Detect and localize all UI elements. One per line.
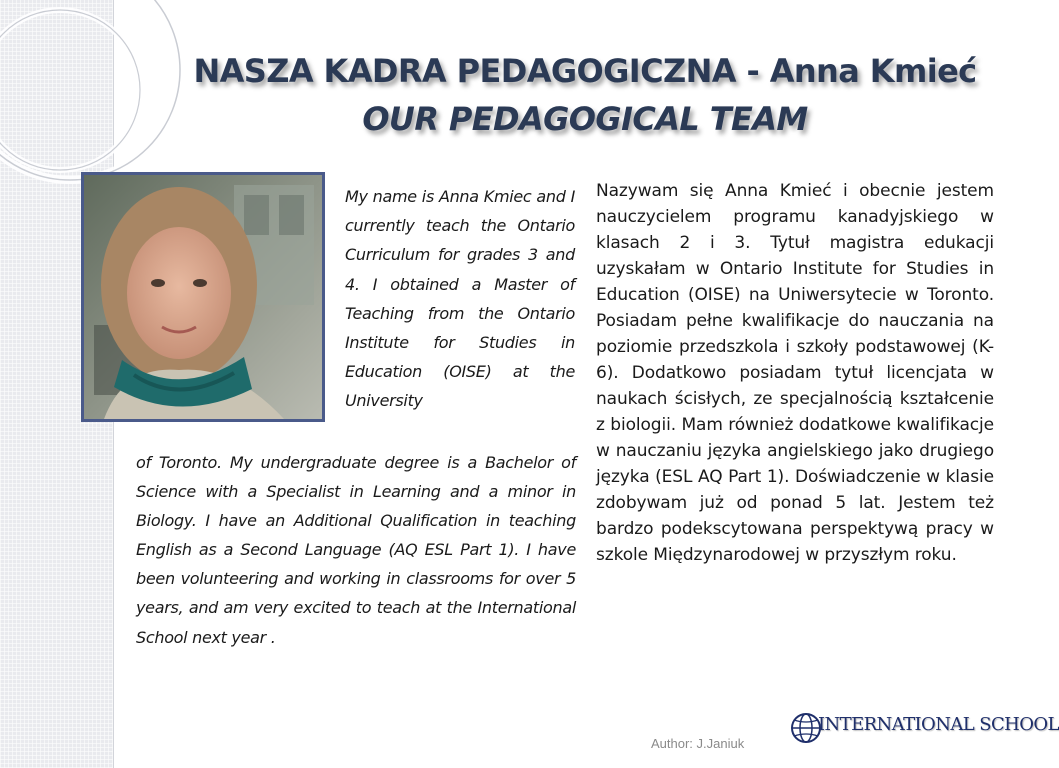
page-title: NASZA KADRA PEDAGOGICZNA - Anna Kmieć (193, 52, 977, 90)
international-school-logo (790, 706, 1059, 750)
teacher-photo (81, 172, 325, 422)
english-bio-part-1: My name is Anna Kmiec and I currently teach the Ontario Curriculum for grades 3 and 4. I obtained a Master of Teaching from the Ontario Institute for Studies in Education (OISE) at the University (345, 187, 575, 411)
page-subtitle: OUR PEDAGOGICAL TEAM (362, 100, 808, 138)
logo-text: INTERNATIONAL SCHOOL (818, 714, 1059, 735)
polish-bio: Nazywam się Anna Kmieć i obecnie jestem nauczycielem programu kanadyjskiego w klasach 2 i 3. Tytuł magistra edukacji uzyskałam w Ontario Institute for Studies in Education (OISE) na Uniwersytecie w Toronto. Posiadam pełne kwalifikacje do nauczania na poziomie przedszkola i szkoły podstawowej (K-6). Dodatkowo posiadam tytuł licencjata w naukach ścisłych, ze specjalnością kształcenie z biologii. Mam również dodatkowe kwalifikacje w nauczaniu języka angielskiego jako drugiego języka (ESL AQ Part 1). Doświadczenie w klasie zdobywam już od ponad 5 lat. Jestem też bardzo podekscytowana perspektywą pracy w szkole Międzynarodowej w przyszłym roku. (596, 181, 994, 565)
author-credit: Author: J.Janiuk (651, 736, 745, 751)
portrait-illustration (84, 175, 322, 419)
globe-icon (790, 706, 820, 750)
english-bio-part-2: of Toronto. My undergraduate degree is a Bachelor of Science with a Specialist in Learning and a minor in Biology. I have an Additional Qualification in teaching English as a Second Language (AQ ESL Part 1). I have been volunteering and working in classrooms for over 5 years, and am very excited to teach at the International School next year . (136, 453, 576, 647)
